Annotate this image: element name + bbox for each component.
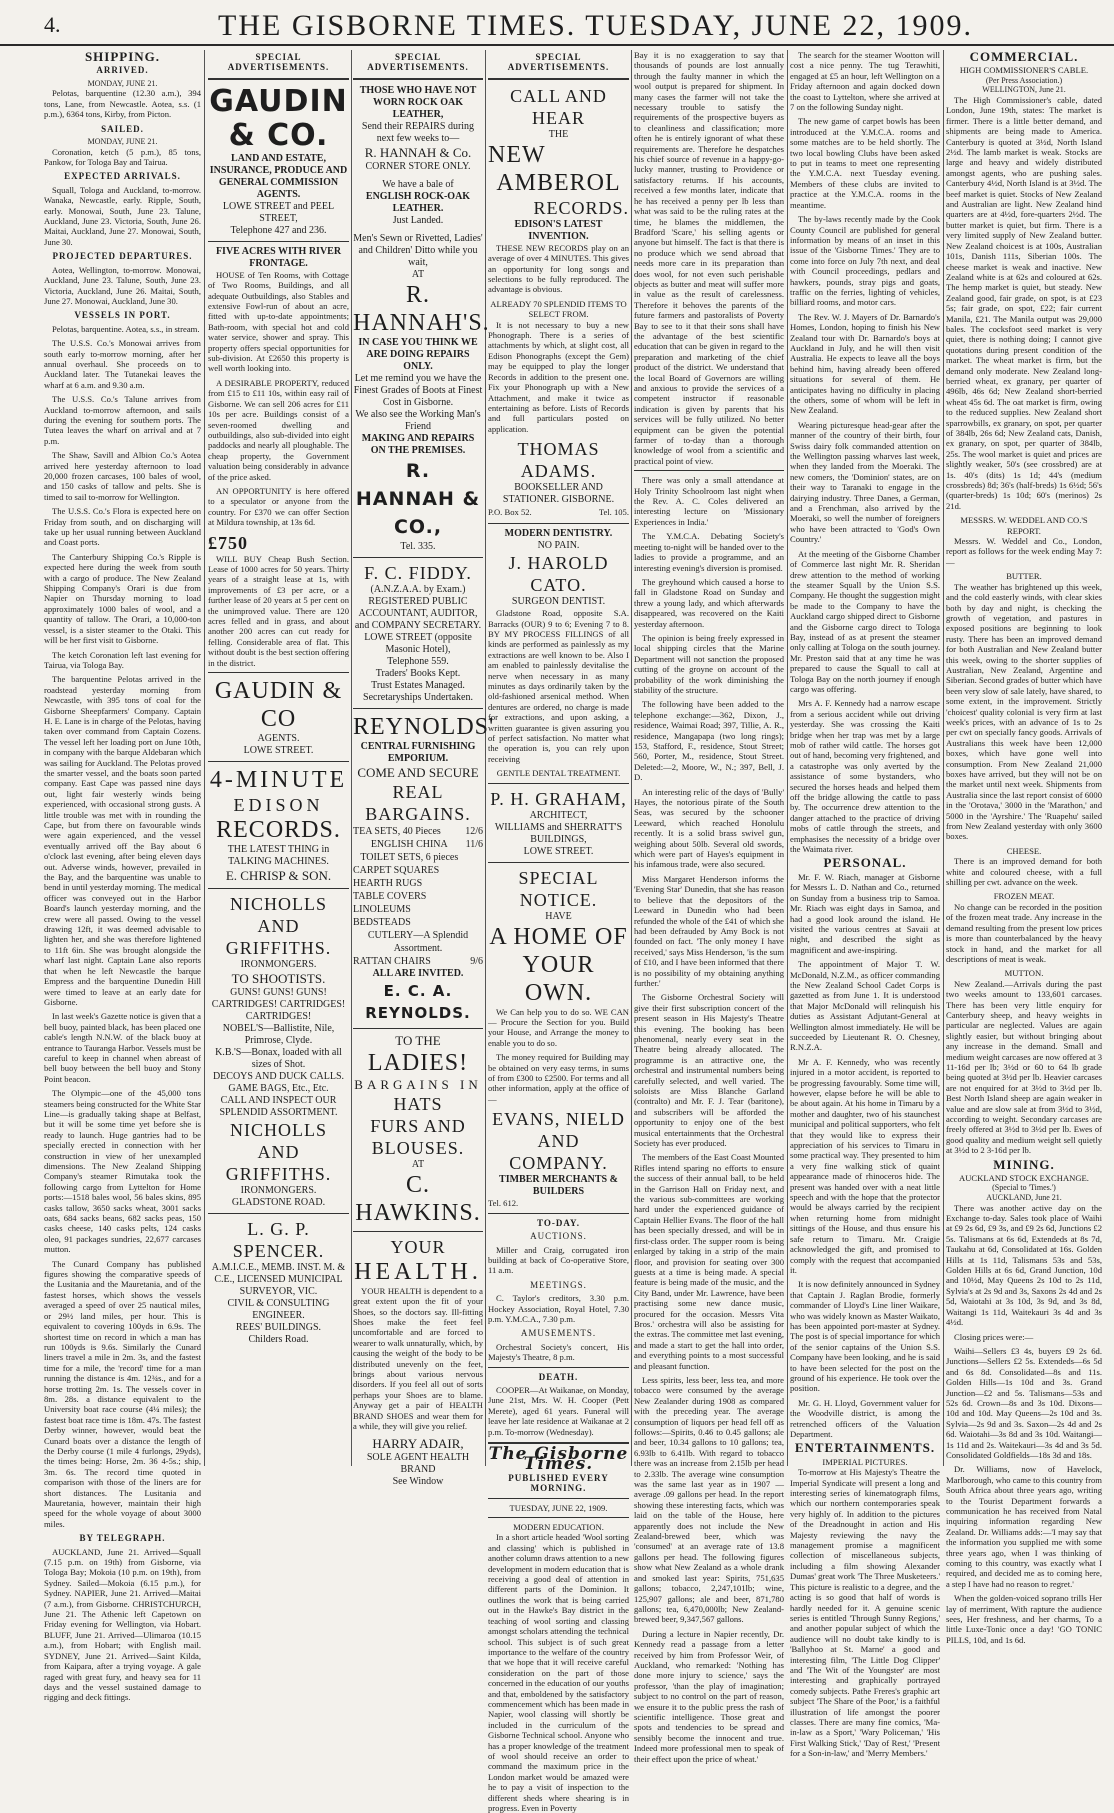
gaudin-lowe-street: LOWE STREET.: [243, 745, 314, 757]
bargain-item: [353, 838, 483, 864]
bargain-item-name: ENGLISH CHINA TOILET SETS, 6 pieces: [360, 838, 459, 863]
cartridges-line: CARTRIDGES! CARTRIDGES! CARTRIDGES!: [211, 999, 346, 1023]
bale-line: We have a bale of: [382, 178, 454, 190]
bargain-item: [353, 916, 483, 929]
four-minute-heading: 4-MINUTE: [209, 767, 348, 794]
mutton-text: New Zealand.—Arrivals during the past two weeks amount to 133,601 carcases. There has been very little enquiry for Canterbury sheep, and heavy weights in particular are neglected. Values are again slightly easier, but without bringing about any increase in the demand. Small and medium weight carcases are now offered at 3 11-16d per lb; 3½d or 60 to 64 lb grade being quoted at 3½d per lb. Heavier carcases are not enquired for at 3½d to 3½d per lb. Best North Island sheep are again weaker in value and are slow sale at from 3½d to 3½d, according to weight. Secondary carcases are freely offered at 3½d to 3½d per lb. Ewes of good quality and medium weight sell quietly at 3½d to 2 3-16d per lb.: [946, 978, 1102, 1156]
entertainments-heading: ENTERTAINMENTS.: [794, 1440, 936, 1456]
opportunity-text: AN OPPORTUNITY is here offered to a speculator or anyone from the country. For £370 we can offer Section at Mildura township, at 13s 6d.: [208, 485, 349, 528]
column-rule: [631, 50, 632, 1466]
buildings-label: BUILDINGS,: [530, 833, 587, 845]
remind-line: Let me remind you we have the Finest Grades of Boots at Finest Cost in Gisborne.: [353, 372, 483, 408]
surgeon-dentist: SURGEON DENTIST.: [511, 596, 606, 608]
shipping-para: The Shaw, Savill and Albion Co.'s Aotea arrived here yesterday afternoon to load 20,000 frozen carcases, 100 bales of wool, and 150 casks of tallow and pelts. She is timed to sail to-morrow for Wellington.: [44, 450, 201, 502]
local-news-para: During a lecture in Napier recently, Dr. Kennedy read a passage from a letter received by him from Professor Weir, of Auckland, who remarked: 'Nothing has done more injury to science,' says the professor, 'than the play of imagination; subject to no control on the part of reason, we ensure it to the public press the rash of scientific intelligence. Those great and spots and tendencies to be spread and sensibly become the innocent and true. Indeed more professional men to speak of their effect upon the price of wheat.': [634, 1628, 784, 1764]
your-heading: YOUR: [390, 1236, 446, 1257]
local-news-para: Miss Margaret Henderson informs the 'Evening Star' Dunedin, that she has reason to believe that the depositors of the Leeward in Dunedin who had been refunded the whole of the £41 of which she had been defrauded by Amy Bock is not founded on fact. 'The only money I have received,' says Miss Henderson, 'is the sum of £10, and I have been informed that there is no possibility of my obtaining anything further.': [634, 873, 784, 988]
bush-section-text: WILL BUY Cheap Bush Section. Lease of 1000 acres for 50 years. Thirty years of a straight lease at 1s, with improvements of £3 per acre, or a further lease of 20 years at 5 per cent on the unimproved value. There are 120 acres felled and in grass, and about another 200 acres can cut ready for felling. Considerable area of flat. This without doubt is the best section offering in the district.: [208, 553, 349, 668]
amusements-label: AMUSEMENTS.: [520, 1328, 597, 1339]
hannah-co-heading: R. HANNAH & CO.,: [355, 459, 481, 538]
shipping-para: The ketch Coronation left last evening for Tairua, via Tologa Bay.: [44, 649, 201, 670]
news-para: The search for the steamer Wootton will cost a nice penny. The tug Terawhiti, engaged at £5 an hour, left Wellington on a Friday afternoon and again docked down the coast to Lyttelton, where she arrived at 7 on the following Sunday night.: [790, 50, 940, 113]
special-ads-heading: SPECIAL ADVERTISEMENTS.: [227, 52, 330, 73]
auctions-text: Miller and Craig, corrugated iron building at back of Co-operative Store, 11 a.m.: [488, 1244, 629, 1276]
health-text: YOUR HEALTH is dependent to a great extent upon the fit of your Shoes, so the doctors say. Ill-fitting Shoes make the feet feel uncomfortable and are forced to wearer to walk unnaturally, which, by causing the weight of the body to be distributed unevenly on the feet, brings about various nervous disorders. If you feel all out of sorts perhaps your Shoes are to blame. Anyway get a pair of HEALTH BRAND SHOES and wear them for a while, they will give you relief.: [353, 1285, 483, 1432]
mining-heading: MINING.: [993, 1156, 1055, 1172]
five-acres-heading: FIVE ACRES WITH RIVER FRONTAGE.: [215, 245, 342, 269]
fiddy-telephone: Telephone 559.: [387, 655, 449, 667]
spencer-name: L. G. P. SPENCER.: [232, 1219, 325, 1262]
shipping-heading: SHIPPING.: [84, 49, 161, 64]
column-rule: [204, 50, 205, 1466]
nobels-line: NOBEL'S—Ballistite, Nile, Primrose, Clyde.: [222, 1023, 335, 1047]
hannah-name: R. HANNAH & Co.: [364, 144, 472, 160]
nicholls-heading: NICHOLLS AND GRIFFITHS.: [225, 894, 332, 959]
corner-store: CORNER STORE ONLY.: [365, 160, 471, 172]
all-invited: ALL ARE INVITED.: [372, 967, 464, 979]
bargain-item: [353, 903, 483, 916]
your-own: YOUR OWN.: [522, 951, 595, 1006]
gaudin-ad-title-2: GAUDIN & CO: [214, 678, 343, 733]
auctions-label: AUCTIONS.: [530, 1231, 587, 1242]
telegraph-text: AUCKLAND, June 21. Arrived—Squall (7.15 p.m. on 19th) from Gisborne, via Tologa Bay; Mokoia (10 p.m. on 19th), from Sydney. Sailed—Mokoia (6.15 p.m.), for Sydney. NAPIER, June 21. Arrived—Maitai (7 a.m.), from Gisborne. CHRISTCHURCH, June 21. The Athenic left Capetown on Friday evening for Wellington, via Hobart. BLUFF, June 21. Arrived—Ulimaroa (10.15 a.m.), from Hobart; with English mail. SYDNEY, June 21. Arrived—Saint Kilda, from Kaipara, after a trying voyage. A gale raged with great fury, and heavy sea for 11 days and the vessel sustained damage to rigging and deck fittings.: [44, 1546, 201, 1703]
bargain-item: [353, 955, 483, 968]
local-news-para: The Gisborne Orchestral Society will give their first subscription concert of the present season in His Majesty's Theatre this evening. The booking has been phenomenal, nearly every seat in the Theatre being already allocated. The programme is an attractive one, the orchestral and instrumental numbers being carefully selected, and well varied. The soloists are Miss Blanche Garland (contralto) and Mr. F. J. Tear (baritone), and subscribers will be afforded the opportunity to enjoy one of the best musical entertainments that the Orchestral Society has ever produced.: [634, 992, 784, 1149]
furs-line: FURS AND: [370, 1115, 466, 1136]
bargain-item-name: RATTAN CHAIRS: [353, 955, 431, 967]
editorial-column: [634, 50, 784, 1764]
masthead: [0, 0, 1114, 46]
bargain-item-price: 12/6: [465, 825, 483, 837]
shipping-para: The U.S.S. Co.'s Flora is expected here on Friday from south, and on discharging will take up her usual running between Auckland and Coast ports.: [44, 506, 201, 548]
no-pain: NO PAIN.: [537, 540, 580, 552]
column-rule: [943, 50, 944, 1466]
tonic-ad: When the golden-voiced soprano trills Her lay of merriment, With rapture the audience sees, Her freshness, and her charms, To a little Luxe-Tonic once a day! 'GO TONIC PILLS, 10d, and 1s 6d.: [946, 1593, 1102, 1645]
cheese-heading: CHEESE.: [1006, 845, 1042, 856]
bargain-item-name: TABLE COVERS: [353, 890, 427, 902]
five-acres-text: HOUSE of Ten Rooms, with Cottage of Two Rooms, Buildings, and all adequate Outbuildings, also Stables and extensive Fowl-run of about an acre, fitted with up-to-date appointments; Bath-room, with special hot and cold water service, shower and spray. This property offers special opportunities for sub-division. At £2650 this property is well worth looking into.: [208, 269, 349, 374]
see-window: See Window: [392, 1475, 444, 1487]
advertisements-column-2: [353, 50, 495, 1487]
projected-text: Aotea, Wellington, to-morrow. Monowai, Auckland, June 23. Talune, South, June 23. Victoria, Auckland, June 26. Maitai, South, June 27. Monowai, Auckland, June 30.: [44, 264, 201, 306]
bargain-item-name: CUTLERY—A Splendid Assortment.: [367, 929, 469, 954]
edison-heading: EDISON: [233, 795, 324, 816]
column-rule: [787, 50, 788, 1466]
special-ads-heading: SPECIAL ADVERTISEMENTS.: [507, 52, 610, 73]
page-number: 4.: [44, 12, 61, 37]
evans-nield: EVANS, NIELD AND COMPANY.: [492, 1109, 625, 1174]
hawkins-name: C. HAWKINS.: [355, 1171, 481, 1226]
bargain-item: [353, 825, 483, 838]
fiddy-qualification: (A.N.Z.A.A. by Exam.): [370, 583, 466, 595]
modern-education-heading: MODERN EDUCATION.: [513, 1522, 604, 1533]
rock-oak-heading: THOSE WHO HAVE NOT WORN ROCK OAK LEATHER,: [359, 84, 477, 120]
in-case-line: IN CASE YOU THINK WE ARE DOING REPAIRS ONLY.: [358, 336, 478, 372]
arrived-text: Pelotas, barquentine (12.30 a.m.), 394 tons, Lane, from Newcastle. Aotea, s.s. (1 p.m.), 6364 tons, Kirby, from Picton.: [44, 88, 201, 120]
mutton-heading: MUTTON.: [1004, 968, 1044, 979]
local-news-para: There was only a small attendance at Holy Trinity Schoolroom last night when the Rev. A. C. Coles delivered an interesting lecture on 'Missionary Experiences in India.': [634, 475, 784, 527]
reynolds-heading: REYNOLDS': [353, 713, 495, 740]
bargain-item-name: CARPET SQUARES: [353, 864, 440, 876]
amusements-text: Orchestral Society's concert, His Majesty's Theatre, 8 p.m.: [488, 1341, 629, 1363]
ladies-heading: LADIES!: [367, 1049, 469, 1076]
shipping-column: [44, 49, 201, 1703]
tel-335: Tel. 335.: [400, 540, 436, 552]
bargain-item: [353, 929, 483, 955]
special-times: (Special to 'Times.'): [992, 1183, 1056, 1193]
issue-date: TUESDAY, JUNE 22, 1909.: [509, 1502, 608, 1513]
call-hear: CALL AND HEAR: [510, 85, 607, 128]
death-label: DEATH.: [538, 1371, 579, 1382]
column-rule: [351, 50, 352, 1466]
local-news-para: The opinion is being freely expressed in local shipping circles that the Marine Department will not sanction the proposed cutting of the groyne on account of the probability of the work diminishing the stability of the structure.: [634, 632, 784, 695]
local-news-para: Less spirits, less beer, less tea, and more tobacco were consumed by the average New Zealander during 1908 as compared with the preceding year. The average consumption of liquors per head fell off as follows:—Spirits, 0.46 to 0.45 gallons; ale and beer, 10.34 gallons to 10 gallons; tea, 6.93lb to 6.41lb. With regard to tobacco there was an increase from 2.15lb per head to 2.33lb. The average wine consumption was the same last year as in 1907 —average .09 gallons per head. In the report showing these interesting facts, which was laid on the table of the House, here apparently does not include the New Zealand-brewed beer, which was 'consumed' at an average rate of 13.8 gallons per head. The following figures show what New Zealand as a whole drank and smoked last year: Spirits, 751,635 gallons; tobacco, 2,247,101lb; wine, 125,907 gallons; ale and beer, 871,780 gallons; tea, 6,470,000lb; New Zealand-brewed beer, 9,347,567 gallons.: [634, 1374, 784, 1625]
projected-label: PROJECTED DEPARTURES.: [52, 251, 193, 262]
ironmongers-label-2: IRONMONGERS.: [240, 1185, 317, 1197]
just-landed: Just Landed.: [392, 214, 444, 226]
money-text: The money required for Building may be obtained on very easy terms, in sums of from £300 to £2500. For terms and all other information, apply at the office of—: [488, 1052, 629, 1104]
edisons-invention: EDISON'S LATEST INVENTION.: [514, 218, 603, 242]
adair-sub: SOLE AGENT HEALTH BRAND: [366, 1451, 470, 1475]
chrisp-name: E. CHRISP & SON.: [225, 868, 332, 884]
expected-label: EXPECTED ARRIVALS.: [64, 171, 181, 182]
weddel-heading: MESSRS. W. WEDDEL AND CO.'S REPORT.: [960, 515, 1088, 536]
health-heading: HEALTH.: [354, 1258, 482, 1285]
cato-name: J. HAROLD CATO.: [508, 553, 609, 596]
special-ads-heading: SPECIAL ADVERTISEMENTS.: [367, 52, 469, 73]
commercial-heading: COMMERCIAL.: [969, 49, 1079, 64]
shipping-para: The Olympic—one of the 45,000 tons steamers being constructed for the White Star Line—is gradually taking shape at Belfast, but it will be some time yet before she is ready to launch. Huge gantries had to be specially erected in connection with her construction in view of her unexampled dimensions. The New Zealand Shipping Company's steamer Rimutaka took the following cargo from Lyttelton for Home ports:—1518 bales wool, 56 bales skins, 895 casks tallow, 3650 sacks wheat, 3001 sacks oats, 684 sacks beans, 682 sacks peas, 150 casks cheese, 140 casks pelts, 124 casks oleo, 91 packages sundries, 22,677 carcases mutton.: [44, 1088, 201, 1255]
fiddy-address: LOWE STREET (opposite Masonic Hotel),: [364, 631, 472, 655]
news-para: The Rev. W. J. Mayers of Dr. Barnardo's Homes, London, hoping to finish his New Zealand tour with Dr. Barnardo's boys at Auckland in July, and he will then visit Australia. He expects to leave all the boys behind him, having already been offered situations for several of them. He anticipates having no difficulty in placing the others, some of whom will be left in New Zealand.: [790, 311, 940, 416]
shipping-para: The barquentine Pelotas arrived in the roadstead yesterday morning from Newcastle, with 395 tons of coal for the Gisborne Sheepfarmers' Company. Captain H. E. Lane is in charge of the Pelotas, having taken over command from Captain Cozens. The vessel left her loading port on June 10th, in company with the barque Aldebaran which was sailing for Auckland. The Pelotas proved the smarter vessel, and the boats soon parted company. East Cape was passed nine days out, light fair westerly winds being experienced, with occasional strong gusts. A little trouble was met with in rounding the Cape, but from there on favourable winds were again experienced, and the vessel eventually arrived off the Bay about 6 o'clock last evening, after being eleven days out. Adverse winds, however, prevailed in the Bay, and the barquentine was unable to bend in until yesterday morning. The medical officer was conveyed out in the Harbor Board's launch yesterday morning, and the crew were all passed. Owing to the vessel drawing 12ft, it was deemed advisable to lighten her, and she was therefore lightened to 11ft 6in. She was brought alongside the wharf last night. Captain Lane also reports that when he left Newcastle the barque Empress and the barquentine Dunedin Hill were timed to leave at an early date for Gisborne.: [44, 674, 201, 1007]
the-label: THE: [548, 128, 569, 140]
gaudin-telephone: Telephone 427 and 236.: [230, 224, 327, 236]
gamebags-line: GAME BAGS, Etc., Etc.: [228, 1083, 329, 1095]
nicholls-heading-2: NICHOLLS AND GRIFFITHS.: [225, 1120, 332, 1185]
mens-sewn: Men's Sewn or Rivetted, Ladies' and Children' Ditto while you wait,: [353, 232, 483, 268]
blouses-line: BLOUSES.: [371, 1137, 465, 1158]
exchange-heading: AUCKLAND STOCK EXCHANGE.: [959, 1173, 1089, 1184]
call-inspect-line: CALL AND INSPECT OUR SPLENDID ASSORTMENT.: [219, 1095, 338, 1119]
news-column: [790, 50, 940, 1759]
advertisements-column-1: [208, 50, 349, 1466]
architect-label: ARCHITECT,: [529, 809, 588, 821]
local-news-para: The members of the East Coast Mounted Rifles intend sparing no efforts to ensure the success of their annual ball, to be held in the Garrison Hall on Friday next, and the various sub-committees are working hard under the experienced guidance of Captain Hellier Evans. The floor of the hall has been specially dressed, and will be in first-class order. The supper room is being enlarged by taking in a strip of the main floor, and provision for seating over 300 guests at a time is being made. A special feature is being made of the music, and the City Band, under Mr. Lawrence, have been practising some new dance music, procured for the occasion. Messrs Vita Bros.' orchestra will also be assisting for the extras. The committee met last evening, and made a start to get the hall into order, and everything points to a most successful and pleasant function.: [634, 1152, 784, 1371]
bargain-item: [353, 877, 483, 890]
bargain-item-name: LINOLEUMS: [353, 903, 411, 915]
have-label: HAVE: [545, 910, 572, 922]
special-notice: SPECIAL NOTICE.: [518, 867, 599, 910]
shipping-para: The U.S.S. Co.'s Talune arrives from Auckland to-morrow afternoon, and sails during the evening for southern ports. The Tutea leaves the wharf on arrival and at 7 p.m.: [44, 394, 201, 446]
real-bargains: REAL BARGAINS.: [365, 781, 471, 824]
cheese-text: There is an improved demand for both white and coloured cheese, with a full shilling per cwt. advance on the week.: [946, 856, 1102, 888]
hats-line: HATS: [393, 1093, 443, 1114]
news-para: The by-laws recently made by the Cook County Council are published for general information by means of an inset in this issue of the 'Gisborne Times.' They are to come into force on July 7th next, and deal with Council proceedings, pedlars and hawkers, pounds, stray pigs and goats, traffic on the ferries, lighting of vehicles, billiard rooms, and motor cars.: [790, 214, 940, 308]
gisborne-times-nameplate: The Gisborne Times.: [488, 1444, 629, 1475]
latest-thing: THE LATEST THING in TALKING MACHINES.: [227, 844, 330, 868]
education-text: In a short article headed 'Wool sorting and classing' which is published in another column draws attention to a new development in modern education that is receiving a good deal of attention in different parts of the Dominion. It outlines the work that is being carried out in the Hawke's Bay district in the teaching of wool sorting and classing amongst scholars attending the technical school. This subject is of such great importance to the welfare of the country that we hope that it will receive careful consideration on the part of those concerned in the education of our youths and that, emboldened by the satisfactory commencement which has been made in Napier, wool classing will shortly be included in the curriculum of the Gisborne Technical school. Anyone who has a proper knowledge of the treatment of wool should receive an order to command the maximum price in the London market would be amazed were he to pay a visit of inspection to the different sheds where shearing is in progress. Even in Poverty: [488, 1532, 629, 1813]
gladstone-road: GLADSTONE ROAD.: [231, 1197, 326, 1209]
tel-105: Tel. 105.: [598, 507, 629, 518]
graham-name: P. H. GRAHAM,: [490, 788, 627, 809]
sailed-label: SAILED.: [101, 123, 144, 134]
shipping-para: The Cunard Company has published figures showing the comparative speeds of the Lusitania and the Mauretania, and of the fastest horses, which shows the vessels averaged a speed of over 25 nautical miles, or 29½ land miles, per hour. This is equivalent to covering 100yds in 6.9s. The shortest time on record in which a man has run 100yds is 9.6s. Similarly the Cunard liners travel a mile in 2m. 3s, and the fastest time for a mile, the 'record' time for a man running the distance is 4m. 12¾s., and for a horse trotting 2m. 1s. The vessels cover in 8m. 28s. a distance equivalent to the University boat race course (4¼ miles); the fastest boat race time is 18m. 47s. The fastest Derby winner, however, would beat the Cunard boats over a distance the length of the Derby course (1 mile 4 furlongs, 29yds), the times being: Horse, 2m. 36 4-5s.; ship, 3m. 6s. The record time quoted in comparison with those of the liners are for short distances. The Lusitania and Mauretania, however, maintain their high speed for the whole voyage of about 3000 miles.: [44, 1258, 201, 1529]
newspaper-title: THE GISBORNE TIMES. TUESDAY, JUNE 22, 1909.: [218, 9, 973, 42]
shootists-heading: TO SHOOTISTS.: [231, 971, 326, 987]
local-news-para: The following have been added to the telephone exchange:—362, Dixon, J., residence, Waimai Road; 397, Tillie, A. R., residence, Mangapapa (two long rings); 153, Stafford, F., residence, Stout Street; 560, Porter, M., residence, Stout Street. Deleted:—2, Moore, W., N.; 397, Bell, J. D.: [634, 699, 784, 783]
today-heading: TO-DAY.: [537, 1217, 580, 1228]
thomas-adams: THOMAS ADAMS.: [517, 439, 600, 482]
ironmongers-label: IRONMONGERS.: [240, 959, 317, 971]
modern-dentistry: MODERN DENTISTRY.: [504, 528, 613, 540]
personal-para: Mr A. F. Kennedy, who was recently injured in a motor accident, is reported to be progressing favourably. Some time will, however, elapse before he will be able to be about again. At his home in Timaru by a mother and daughter, two of his staunchest municipal and political supporters, who felt that they would like to express their appreciation of his services to Timaru in some practical way. They presented to him a very fine walking stick of quaint appearance made of rhinoceros hide. The present was handed over with a neat little speech and with the hope that the protector would be always carried by the recipient when returning home from midnight sittings of the House, and thus ensure his safe return to Timaru. Mr. Craigie acknowledged the gift, and promised to comply with the request that accompanied it.: [790, 1056, 940, 1275]
at-label-2: AT: [411, 1158, 425, 1170]
kbs-line: K.B.'S—Bonax, loaded with all sizes of Shot.: [215, 1047, 342, 1071]
already-70: ALREADY 70 SPLENDID ITEMS TO SELECT FROM.: [490, 298, 627, 320]
decoys-line: DECOYS AND DUCK CALLS.: [212, 1071, 345, 1083]
amberol-text-2: It is not necessary to buy a new Phonograph. There is a series of attachments by which, at slight cost, all Edison Phonographs (except the Gem) may be equipped to play the longer Records in addition to the present one. Fix your Phonograph up with a New Attachment, and make it twice as entertaining as before. Lists of Records and full particulars posted on application.: [488, 319, 629, 434]
weddel-intro: Messrs. W. Weddel and Co., London, report as follows for the week ending May 7:—: [946, 536, 1102, 567]
news-para: Mrs A. F. Kennedy had a narrow escape from a serious accident while out driving yesterday. She was crossing the Kaiti bridge when her trap was met by a large mob of rather wild cattle. The horses got out of hand, becoming very frightened, and a catastrophe was only averted by the assistance of some bystanders, who secured the horses heads and helped them off the bridge allowing the cattle to pass by. The occurrence drew attention to the danger attached to the practice of driving mobs of cattle through the streets, and emphasises the necessity of a bridge over the Waimata river.: [790, 698, 940, 855]
auckland-date: AUCKLAND, June 21.: [986, 1193, 1062, 1203]
frozen-meat-text: No change can be recorded in the position of the frozen meat trade. Any increase in the demand resulting from the present low prices is more than counterbalanced by the heavy stock in hand, and the market for all descriptions of meat is weak.: [946, 901, 1102, 964]
bargain-item-price: 9/6: [470, 955, 483, 967]
local-news-para: The greyhound which caused a horse to fall in Gladstone Road on Sunday and threw a young lady, and which afterwards disappeared, was recovered on the Kaiti yesterday afternoon.: [634, 576, 784, 629]
bargains-in: BARGAINS IN: [354, 1076, 482, 1092]
amberol-text: THESE NEW RECORDS play on an average of over 4 MINUTES. This gives an opportunity for long songs and selections to be fully reproduced. The advantage is obvious.: [488, 242, 629, 295]
press-association: (Per Press Association.): [985, 75, 1063, 85]
amberol-records: RECORDS.: [533, 197, 629, 218]
bookseller: BOOKSELLER AND STATIONER. GISBORNE.: [502, 482, 615, 506]
personal-para: It is now definitely announced in Sydney that Captain J. Raglan Brodie, formerly commander of Lloyd's Line liner Waikare, who was widely known as Master Waikato, has been appointed port-master at Sydney. The post is of special importance for which of the senior captains of the Union S.S. Company have been looking, and he is said to have been selected for the post on the ground of his experience. He took over the position.: [790, 1279, 940, 1394]
news-para: The new game of carpet bowls has been introduced at the Y.M.C.A. rooms and some matches are to be held shortly. The two local bowling Clubs have been asked to put in teams to meet one representing the Y.M.C.A. next Tuesday evening. Members of these clubs are invited to practice at the Y.M.C.A. rooms in the meantime.: [790, 116, 940, 210]
sailed-text: Coronation, ketch (5 p.m.), 85 tons, Pankow, for Tologa Bay and Tairua.: [44, 146, 201, 168]
mining-text: There was another active day on the Exchange to-day. Sales took place of Waihi at £9 2s 6d, £9 3s, and £9 2s 6d, Junctions £2 5s. Talismans at 6s 6d, Extendeds at 8s 7d, Taukahu at 6d, Consolidated at 16s. Golden Hills at 1s 11d, Talismans 53s and 53s, Golden Hills at 6s 6d, Grand Junction, 10d and 10½d, May Queens 2s 10d to 2s 11d, Sylvia's at 2s 9d and 3s, Saxons 2s 4d and 2s 5d, Waiotahi at 3s 10d, 3s 9d, and 3s 8d, Waitangi 1s 11d, Waitekauri 3s 4d and 3s 4½d.: [946, 1202, 1102, 1328]
closing-prices: Waihi—Sellers £3 4s, buyers £9 2s 6d. Junctions—Sellers £2 5s. Extendeds—6s 5d and 6s 8d. Consolidated—8s and 11s. Golden Hills—1s 10d and 3s. Grand Junction—£2 and 5s. Talismans—53s and 52s 6d. Crown—8s and 3s 10d. Dixons—10d and 10d. May Queens—2s 10d and 3s. Sylvia—2s 9d and 3s. Saxon—2s 4d and 2s 6d. Waiotahi—3s 8d and 3s 10d. Waitangi—1s 11d and 2s. Waitekauri—3s 4d and 3s 5d. Consolidated Goldfields—18s 3d and 18s.: [946, 1345, 1102, 1460]
bargain-item-name: HEARTH RUGS: [353, 877, 423, 889]
advertisements-editorial-column: [488, 50, 629, 1813]
bargain-item-name: TEA SETS, 40 Pieces: [353, 825, 441, 837]
frozen-meat-heading: FROZEN MEAT.: [993, 891, 1055, 902]
entertainments-para: To-morrow at His Majesty's Theatre the Imperial Syndicate will present a long and interesting series of kinematograph films, which our northern contemporaries speak very highly of. In addition to the pictures of the Dreadnought in action and His Majesty reviewing the navy the management promise a magnificent collection of miscellaneous subjects, including a film showing Alexander Dumas' great work 'The Three Musketeers.' This picture is realistic to a degree, and the acting is so good that half of words is hardly needed for it. A genuine scenic series is entitled 'Through Sunny Regions,' and another popular subject of which the audience will no doubt take kindly to is 'Ballyhoo at St. Marne' a good and interesting film, 'The Little Dog Clipper' and 'The Wit of the Youngster' are most interesting and graphically portrayed comedy subjects. Pathe Freres's graphic art subject 'The Share of the Poor,' is a faithful illustration of life amongst the poorer classes. There are many fine comics, 'Ma-in-law as a Sport,' 'Wary Policeman,' 'His First Walking Stick,' 'Day of Rest,' 'Present for a Son-in-law,' and 'Merry Members.': [790, 1467, 940, 1759]
gaudin-address: LOWE STREET and PEEL STREET,: [222, 200, 335, 224]
butter-text: The weather has brightened up this week, and the cold easterly winds, with clear skies both by day and night, is checking the growth of vegetation, and pastures in exposed positions are beginning to look rusty. There has been an improved demand for both Australian and New Zealand butter this week, owing to the shorter supplies of Australian, New Zealand, Argentine and Siberian. Second grades of butter which have been very slow of sale lately, have shared, to some extent, in the improvement. Strictly 'choicest' quality colonial is very firm at last week's prices, with an advance of 1s to 2s per cwt on specially fancy goods. Arrivals of Australians this week have been 12,000 boxes, which have gone well into consumption. From New Zealand 21,000 boxes have arrived, but they will not be on the market until next week. Shipments from Australia since the last report consist of 6000 in the 'Orotava,' 3000 in the 'Marathon,' and 5000 in the 'Ayrshire.' The 'Ruapehu' sailed from New Zealand yesterday with only 3600 boxes.: [946, 581, 1102, 842]
meetings-label: MEETINGS.: [530, 1279, 587, 1290]
childers-road: Childers Road.: [248, 1334, 309, 1346]
column-rule: [485, 50, 486, 1466]
personal-para: Mr. G. H. Lloyd, Government valuer for the Woodville district, is among the retrenched officers of the Valuation Department.: [790, 1397, 940, 1439]
reynolds-name: E. C. A. REYNOLDS.: [365, 981, 471, 1022]
tel-612: Tel. 612.: [488, 1198, 519, 1209]
commercial-column: [946, 49, 1102, 1645]
port-text: Pelotas, barquentine. Aotea, s.s., in stream.: [52, 323, 200, 334]
news-para: Wearing picturesque head-gear after the manner of the country of their birth, four Swiss dairy folk commanded attention on the Wellington passing wharves last week, when they landed from the Moeraki. The new comers, the 'Dominion' states, are on their way to Taranaki to engage in the dairying industry. Three Danes, a German, and a Frenchman, also arrived by the Moeraki, so well the number of foreigners who have been attracted to 'God's Own Country.': [790, 419, 940, 545]
fiddy-text: REGISTERED PUBLIC ACCOUNTANT, AUDITOR, and COMPANY SECRETARY.: [354, 595, 482, 631]
expected-text: Squall, Tologa and Auckland, to-morrow. Wanaka, Newcastle, early. Ripple, South, early. Monowai, South, June 23. Talune, Auckland, June 23. Victoria, South, June 26. Maitai, Auckland, June 27. Monowai, South, June 30.: [44, 184, 201, 247]
cable-heading: HIGH COMMISSIONER'S CABLE.: [959, 65, 1089, 76]
imperial-pictures: IMPERIAL PICTURES.: [822, 1456, 908, 1467]
sailed-date: MONDAY, JUNE 21.: [87, 137, 158, 147]
closing-label: Closing prices were:—: [954, 1331, 1034, 1342]
adair-name: HARRY ADAIR,: [372, 1435, 464, 1451]
bargain-item: [353, 890, 483, 903]
bargain-item-name: BEDSTEADS: [353, 916, 411, 928]
to-the: TO THE: [395, 1032, 441, 1048]
english-rock-oak: ENGLISH ROCK-OAK LEATHER.: [365, 190, 471, 214]
williams-para: Dr. Williams, now of Havelock, Marlborough, who came to this country from South Africa about three years ago, writing to the Tourist Department forwards a communication he has received from Natal inquiring information regarding New Zealand. Dr. Williams adds:—'I may say that the information you supplied me with some three years ago, when I was thinking of coming to this country, was exactly what I required, and decided me as to coming here, a step I have had no reason to regret.': [946, 1464, 1102, 1589]
shipping-para: The Canterbury Shipping Co.'s Ripple is expected here during the week from south with a cargo of produce. The New Zealand Shipping Company's Orari is due from Napier on Thursday morning to load approximately 1000 bales of wool, and a quantity of tallow. The Orari, a 10,000-ton vessel, is a sister steamer to the Otaki. This will be her first visit to Gisborne.: [44, 551, 201, 646]
spencer-engineer: CIVIL & CONSULTING ENGINEER.: [227, 1298, 330, 1322]
gentle-treatment: GENTLE DENTAL TREATMENT.: [496, 768, 621, 779]
cato-text: Gladstone Road, opposite S.A. Barracks (OUR) 9 to 6; Evening 7 to 8. BY MY PROCESS FILLINGS of all kinds are performed as painlessly as my extractions are well known to be. Also I am enabled to painlessly devitalise the nerve when necessary in as many minutes as days ordinarily taken by the old-fashioned arsenical method. When dentures are ordered, no charge is made for extractions, and upon asking, a written guarantee is given assuring you of perfect satisfaction. No matter what the operation is, you can rely upon receiving: [488, 608, 629, 764]
spencer-credentials: A.M.I.C.E., MEMB. INST. M. & C.E., LICENSED MUNICIPAL SURVEYOR, VIC.: [211, 1262, 346, 1298]
shipping-para: The U.S.S. Co.'s Monowai arrives from south early to-morrow morning, after her annual overhaul. She proceeds on to Auckland later. The Tutanekai leaves the wharf at 6 a.m. and 9.30 a.m.: [44, 338, 201, 390]
we-can-help: We Can help you to do so. WE CAN— Procure the Section for you. Build your House, and Arrange the money to enable you to do so.: [488, 1006, 629, 1048]
wellington-date: WELLINGTON, June 21.: [982, 85, 1066, 95]
rees-buildings: REES' BUILDINGS.: [235, 1322, 322, 1334]
gaudin-ad-title: GAUDIN & CO.: [209, 83, 348, 153]
desirable-property-text: A DESIRABLE PROPERTY, reduced from £15 to £11 10s, within easy rail of Gisborne. We can sell 206 acres for £11 10s per acre. Buildings consist of a seven-roomed dwelling and outbuildings, also sub-divided into eight paddocks and nearly all ploughable. The cheap property, the Government valuation being considerably in advance of the price asked.: [208, 377, 349, 482]
arrived-label: ARRIVED.: [96, 65, 149, 76]
butter-heading: BUTTER.: [1006, 571, 1042, 582]
come-secure: COME AND SECURE: [357, 764, 479, 780]
arrived-date: MONDAY, JUNE 21.: [87, 78, 158, 88]
death-text: COOPER—At Waikanae, on Monday, June 21st, Mrs. W. H. Cooper (Pett Merete), aged 61 years. Funeral will leave her late residence at Waikanae at 2 p.m. To-morrow (Wednesday).: [488, 1384, 629, 1437]
timber-merchants: TIMBER MERCHANTS & BUILDERS: [499, 1174, 618, 1198]
gaudin-subtitle: LAND AND ESTATE, INSURANCE, PRODUCE AND GENERAL COMMISSION AGENTS.: [209, 152, 348, 200]
also-see-line: We also see the Working Man's Friend: [355, 408, 481, 432]
shipping-para: In last week's Gazette notice is given that a bell buoy, painted black, has been placed one cable's length N.N.W. of the black buoy at entrance to Tauranga Harbor. Vessels must be careful to keep in channel when abreast of bell buoy between the bell buoy and Stony Point beacon.: [44, 1011, 201, 1084]
williams-sherratt: WILLIAMS and SHERRATT'S: [494, 821, 623, 833]
at-label: AT: [411, 268, 425, 280]
po-box: P.O. Box 52.: [488, 507, 532, 518]
amberol-heading: AMBEROL: [496, 169, 621, 196]
local-news-para: An interesting relic of the days of 'Bully' Hayes, the notorious pirate of the South Seas, was secured by the schooner Leeward, which reached Honolulu recently. It is a solid brass swivel gun, weighing about 50lb. Several old swords, which were part of Hayes's equipment in his infamous trade, were also secured.: [634, 786, 784, 870]
personal-heading: PERSONAL.: [823, 855, 907, 871]
bargain-item-price: 11/6: [465, 838, 483, 850]
cable-text: The High Commissioner's cable, dated London, June 19th, states: The market is firmer. There is a little better demand, and shipments are being made to America. Canterbury is quoted at 3½d, North Island 2½d. The lamb market is weak. Stocks are large and heavy and widely distributed amongst agents, who are pushing sales. Canterbury 4½d, North Island is at 3½d. The beef market is quiet. Stocks of New Zealand and Australian are light. New Zealand hind quarters are at 4½d, fore-quarters 2½d. The butter market is quiet, but firm. There is a very limited supply of New Zealand butter. New Zealand choicest is at 100s, Australian 101s, Danish 111s, Siberian 100s. The cheese market is weak and inactive. New Zealand white is at 62s and coloured at 62s. The hemp market is quiet, but steady. New Zealand good, fair grade, on spot, is at £23 5s; fair grade, on spot, £22; fair current Manila, £21. The Manila output was 29,000 bales. The cocksfoot seed market is very quiet, there is nothing doing; I cannot give quotations during present condition of the market. The wheat market is firm, but the demand only moderate. New Zealand long-berried wheat, ex granary, per quarter of 496lb, 46s 6d; New Zealand short-berried wheat 45s 6d. The oat market is firm, owing to the reduced supplies. New Zealand short sparrowbills, ex granary, on spot, per quarter of 384lb, 26s 6d; New Zealand cats, Danish, ex granary, on spot, per quarter of 384lb, 25s. The wool market is quiet and prices are slightly weaker, 50's (see crossbred) are at 1s. 40's (dits) 1s 1d; 44's (medium crossbreds) 8d; 36's (half-breds) 1s 6½d; 56's (quarter-breds) 1s 10d; 60's (merinos) 2s 21d.: [946, 95, 1102, 511]
guns-line: GUNS! GUNS! GUNS!: [230, 987, 327, 999]
trust-estates: Trust Estates Managed.: [371, 679, 465, 691]
fiddy-name: F. C. FIDDY.: [364, 562, 472, 583]
meetings-text: C. Taylor's creditors, 3.30 p.m. Hockey Association, Royal Hotel, 7.30 p.m. Y.M.C.A., 7.30 p.m.: [488, 1293, 629, 1324]
price-750: £750: [208, 532, 248, 553]
port-label: VESSELS IN PORT.: [74, 310, 171, 321]
personal-para: Mr. F. W. Riach, manager at Gisborne for Messrs L. D. Nathan and Co., returned on Sunday from a business trip to Samoa. Mr. Riach was eight days in Samoa, and had a good look around the island. He visited the various centres at Savaii at night, and described the sight as magnificent and awe-inspiring.: [790, 871, 940, 955]
secretaryships: Secretaryships Undertaken.: [363, 691, 473, 703]
local-news-para: The Y.M.C.A. Debating Society's meeting to-night will be handed over to the ladies to provide a programme, and an interesting evening's diversion is promised.: [634, 531, 784, 573]
bargain-list: [353, 825, 483, 968]
central-emporium: CENTRAL FURNISHING EMPORIUM.: [360, 740, 476, 764]
lowe-street: LOWE STREET.: [523, 845, 594, 857]
making-repairs: MAKING AND REPAIRS ON THE PREMISES.: [361, 432, 475, 456]
a-home-of: A HOME OF: [489, 923, 628, 950]
telegraph-label: BY TELEGRAPH.: [79, 1533, 166, 1544]
new-label: NEW: [488, 141, 546, 168]
bargain-item: [353, 864, 483, 877]
records-heading: RECORDS.: [216, 817, 341, 844]
editorial-para: Bay it is no exaggeration to say that thousands of pounds are lost annually through the faulty manner in which the wool output is prepared for shipment. In many cases the farmer will not take the necessary trouble to satisfy the requirements of the prospective buyers as to cleanliness and classification; more often he is entirely ignorant of what these requirements are. Therefore he despatches his chief source of revenue in a happy-go-lucky manner, trusting to Providence or satisfactory returns. If his accounts, received a few months later, indicate that he has received a penny per lb less than what was said to be the ruling rates at the time, he blames the middlemen, the Bradford 'Scare,' his selling agents or anyone but himself. The fact is that there is no produce which we send abroad that needs more care in its preparation than does wool, for not even such perishable objects as butter and meat will suffer more in value as the result of carelessness. Therefore it behoves the parents of the future farmers and pastoralists of Poverty Bay to see to it that their sons shall have the advantage of the best scientific education that can be given in regard to the preparation and marketing of the chief product of the district. We understand that the local Board of Governors are willing and anxious to provide the services of a competent instructor if reasonable indication is given by parents that his services will be fully utilized. No better equipment can be given the potential farmer of to-day than a thorough knowledge of wool from a scientific and practical point of view.: [634, 50, 784, 466]
personal-para: The appointment of Major T. W. McDonald, N.Z.M., as officer commanding the New Zealand School Cadet Corps is gazetted as from June 1. It is understood that Major McDonald will relinquish his duties as Assistant Adjutant-General at Wellington almost immediately. He will be succeeded by Lieutenant R. O. Chesney, R.N.Z.A.: [790, 959, 940, 1053]
hannahs-heading: R. HANNAH'S.: [353, 281, 490, 336]
news-para: At the meeting of the Gisborne Chamber of Commerce last night Mr. R. Sheridan drew attention to the method of working the steamer Squall by the Union S.S. Company. He thought the suggestion might be made to the Company to have the Auckland cargo shipped direct to Gisborne and the Gisborne cargo direct to Tologa Bay, instead of as at present the steamer only calling at Tologa on the south journey. Mr. Preston said that at any time he was prepared to cause the Squall to call at Tologa Bay on the north journey if enough cargo was offering.: [790, 548, 940, 694]
send-repairs: Send their REPAIRS during next few weeks to—: [361, 120, 475, 144]
traders-books: Traders' Books Kept.: [375, 667, 461, 679]
published-every-morning: PUBLISHED EVERY MORNING.: [508, 1472, 609, 1494]
gaudin-agents: AGENTS.: [257, 733, 300, 745]
